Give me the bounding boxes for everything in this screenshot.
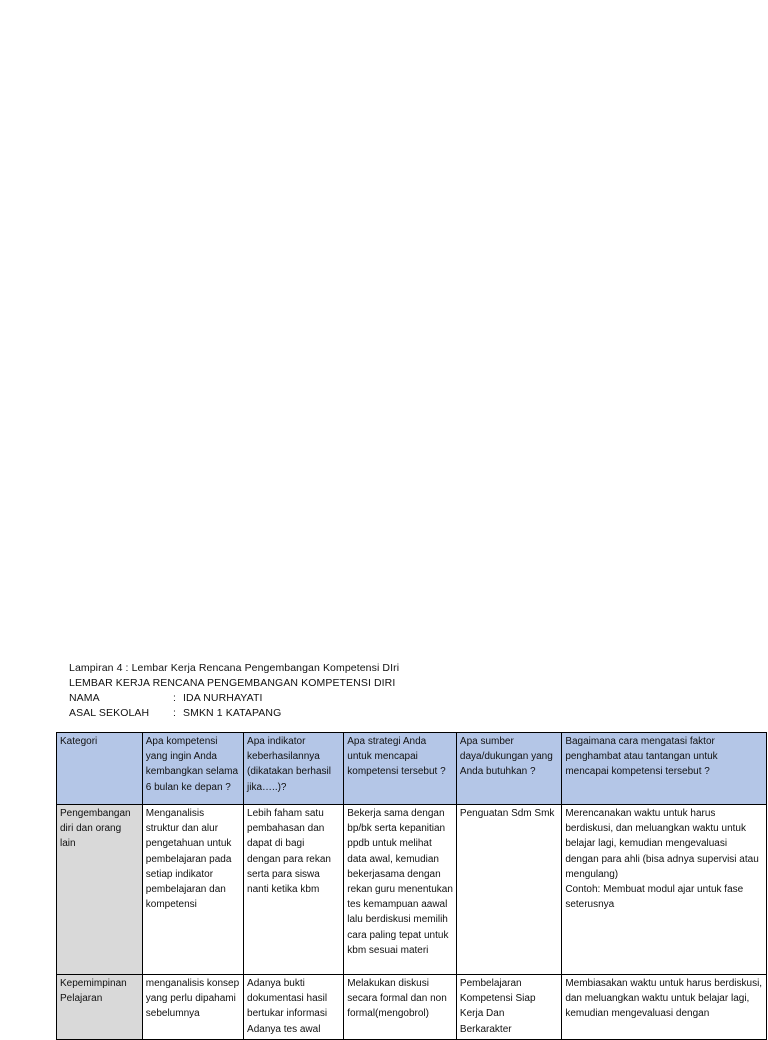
cell-kompetensi: menganalisis konsep yang perlu dipahami sebelumnya (142, 975, 243, 1040)
cell-kategori: Kepemimpinan Pelajaran (57, 975, 143, 1040)
header-indikator: Apa indikator keberhasilannya (dikatakan berhasil jika…..)? (244, 733, 344, 805)
nama-label: NAMA (69, 692, 100, 704)
table-row (57, 975, 767, 1040)
sekolah-separator: : (173, 707, 177, 719)
cell-strategi: Melakukan diskusi secara formal dan non formal(mengobrol) (344, 975, 457, 1040)
header-kompetensi: Apa kompetensi yang ingin Anda kembangkan selama 6 bulan ke depan ? (142, 733, 243, 805)
cell-mengatasi-hambatan (562, 805, 767, 975)
cell-kategori: Pengembangan diri dan orang lain (57, 805, 143, 975)
cell-indikator: Lebih faham satu pembahasan dan dapat di bagi dengan para rekan serta para siswa nanti ketika kbm (244, 805, 344, 975)
cell-mengatasi-hambatan (562, 975, 767, 1040)
nama-value: IDA NURHAYATI (183, 692, 263, 704)
table-header-row (57, 733, 767, 805)
competency-table-wrapper (56, 732, 767, 1040)
table-row (57, 805, 767, 975)
cell-sumber-daya: Pembelajaran Kompetensi Siap Kerja Dan Berkarakter (456, 975, 561, 1040)
cell-sumber-daya: Penguatan Sdm Smk (456, 805, 561, 975)
nama-separator: : (173, 692, 177, 704)
sekolah-row (69, 706, 399, 721)
cell-strategi: Bekerja sama dengan bp/bk serta kepanitian ppdb untuk melihat data awal, kemudian bekerjasama dengan rekan guru menentukan tes kemampuan aawal lalu berdiskusi memilih cara paling tepat untuk kbm sesuai materi (344, 805, 457, 975)
sekolah-value: SMKN 1 KATAPANG (183, 707, 282, 719)
cell-mengatasi-text: Merencanakan waktu untuk harus berdiskusi, dan meluangkan waktu untuk belajar lagi, kemudian mengevaluasi dengan para ahli (bisa adnya supervisi atau mengulang) (565, 808, 759, 880)
header-sumber-daya: Apa sumber daya/dukungan yang Anda butuhkan ? (456, 733, 561, 805)
sekolah-label: ASAL SEKOLAH (69, 707, 150, 719)
header-mengatasi-hambatan: Bagaimana cara mengatasi faktor penghambat atau tantangan untuk mencapai kompetensi tersebut ? (562, 733, 767, 805)
competency-plan-table (56, 732, 767, 1040)
nama-row (69, 691, 399, 706)
header-kategori: Kategori (57, 733, 143, 805)
cell-mengatasi-example: Contoh: Membuat modul ajar untuk fase seterusnya (565, 884, 744, 911)
cell-indikator: Adanya bukti dokumentasi hasil bertukar informasi Adanya tes awal (244, 975, 344, 1040)
cell-kompetensi: Menganalisis struktur dan alur pengetahuan untuk pembelajaran pada setiap indikator pembelajaran dan kompetensi (142, 805, 243, 975)
header-strategi: Apa strategi Anda untuk mencapai kompetensi tersebut ? (344, 733, 457, 805)
lampiran-caption: Lampiran 4 : Lembar Kerja Rencana Pengembangan Kompetensi DIri (69, 662, 400, 674)
document-header (69, 661, 399, 721)
cell-mengatasi-text: Membiasakan waktu untuk harus berdiskusi, dan meluangkan waktu untuk belajar lagi, kemudian mengevaluasi dengan (565, 978, 763, 1020)
document-title: LEMBAR KERJA RENCANA PENGEMBANGAN KOMPETENSI DIRI (69, 677, 396, 689)
